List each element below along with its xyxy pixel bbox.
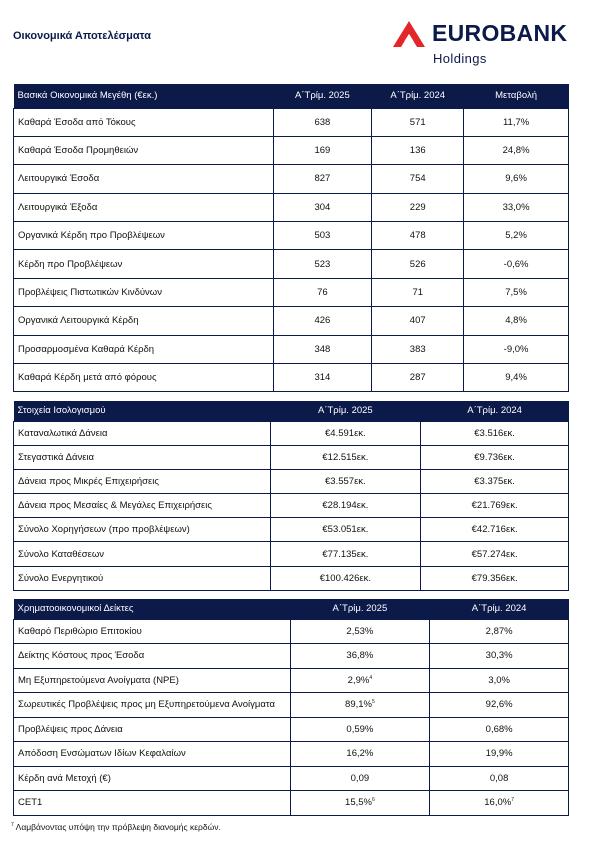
row-value [290,644,430,669]
row-value: 478 [372,222,464,250]
value-text: 2,9% [347,674,370,686]
row-label: Σωρευτικές Προβλέψεις προς μη Εξυπηρετούμενα Ανοίγματα [14,693,291,718]
value-text: 0,68% [485,723,513,735]
row-label: Στεγαστικά Δάνεια [14,445,271,469]
footnote-ref: 5 [371,699,375,706]
row-label: Σύνολο Χορηγήσεων (προ προβλέψεων) [14,518,271,542]
table-row [14,469,569,493]
row-value: €28.194εκ. [270,494,421,518]
row-value: €3.557εκ. [270,469,421,493]
table-row [14,644,569,669]
row-value [430,717,569,742]
row-label: Σύνολο Καταθέσεων [14,542,271,566]
row-value [430,766,569,791]
footnote-text: Λαμβάνοντας υπόψη την πρόβλεψη διανομής κερδών. [13,822,221,832]
eurobank-logo [392,20,574,70]
table-header-row [14,599,569,619]
row-value: €79.356εκ. [421,566,569,590]
value-text: 15,5% [345,797,372,809]
value-text: 16,0% [484,797,512,809]
table-header-cell: Α΄Τρίμ. 2025 [270,401,421,421]
row-value: 383 [372,335,464,363]
value-text: 0,09 [350,772,370,784]
row-value: 9,4% [464,364,569,392]
table-row [14,136,569,164]
row-value [430,668,569,693]
row-value: 407 [372,307,464,335]
row-value: 169 [273,136,372,164]
table-row [14,717,569,742]
row-value: 33,0% [464,193,569,221]
row-value: 754 [372,165,464,193]
row-label: Κέρδη προ Προβλέψεων [14,250,274,278]
table-row [14,518,569,542]
row-value: €100.426εκ. [270,566,421,590]
table-header-cell: Στοιχεία Ισολογισμού [14,401,271,421]
row-value: €53.051εκ. [270,518,421,542]
row-value [430,693,569,718]
row-value: €57.274εκ. [421,542,569,566]
value-text: 16,2% [346,748,374,760]
table-row [14,222,569,250]
row-value: 503 [273,222,372,250]
row-value: 304 [273,193,372,221]
row-value [430,619,569,644]
table-row [14,108,569,136]
table-row [14,791,569,816]
footnote-ref: 7 [511,797,514,804]
row-value: 4,8% [464,307,569,335]
table-row [14,494,569,518]
footnote-ref: 4 [369,674,373,681]
row-label: Καθαρά Κέρδη μετά από φόρους [14,364,274,392]
balance-sheet-table [13,401,569,591]
row-label: Καθαρό Περιθώριο Επιτοκίου [14,619,291,644]
table-row [14,693,569,718]
table-row [14,364,569,392]
table-row [14,619,569,644]
row-label: Λειτουργικά Έξοδα [14,193,274,221]
value-text: 0,08 [489,772,509,784]
row-label: Καθαρά Έσοδα από Τόκους [14,108,274,136]
row-value [290,791,430,816]
row-label: CET1 [14,791,291,816]
row-value: €4.591εκ. [270,421,421,445]
row-label: Κέρδη ανά Μετοχή (€) [14,766,291,791]
row-value [290,693,430,718]
row-value: 9,6% [464,165,569,193]
row-value: -9,0% [464,335,569,363]
table-row [14,542,569,566]
table-header-row [14,84,569,108]
row-label: Οργανικά Λειτουργικά Κέρδη [14,307,274,335]
row-label: Προβλέψεις προς Δάνεια [14,717,291,742]
row-value: 638 [273,108,372,136]
financial-ratios-table [13,599,569,816]
table-header-cell: Α΄Τρίμ. 2024 [430,599,569,619]
row-label: Καταναλωτικά Δάνεια [14,421,271,445]
row-value [290,742,430,767]
row-label: Προσαρμοσμένα Καθαρά Κέρδη [14,335,274,363]
table-row [14,335,569,363]
value-text: 92,6% [485,699,513,711]
value-text: 2,87% [485,625,513,637]
row-value: 71 [372,278,464,306]
value-text: 89,1% [345,699,372,711]
table-header-row [14,401,569,421]
table-row [14,766,569,791]
row-value: €42.716εκ. [421,518,569,542]
row-value: 526 [372,250,464,278]
row-label: Μη Εξυπηρετούμενα Ανοίγματα (NPE) [14,668,291,693]
row-value: 426 [273,307,372,335]
row-value: 314 [273,364,372,392]
row-label: Απόδοση Ενσώματων Ιδίων Κεφαλαίων [14,742,291,767]
row-value: 11,7% [464,108,569,136]
table-row [14,307,569,335]
value-text: 19,9% [485,748,513,760]
row-value: 24,8% [464,136,569,164]
row-value: €3.516εκ. [421,421,569,445]
logo-sub: Holdings [433,51,487,66]
row-value [290,619,430,644]
row-label: Δείκτης Κόστους προς Έσοδα [14,644,291,669]
row-value: 348 [273,335,372,363]
row-value: €9.736εκ. [421,445,569,469]
table-header-cell: Α΄Τρίμ. 2024 [372,84,464,108]
table-header-cell: Χρηματοοικονομικοί Δείκτες [14,599,291,619]
row-value [290,668,430,693]
row-value: 523 [273,250,372,278]
table-header-cell: Μεταβολή [464,84,569,108]
row-label: Σύνολο Ενεργητικού [14,566,271,590]
row-label: Οργανικά Κέρδη προ Προβλέψεων [14,222,274,250]
row-label: Λειτουργικά Έσοδα [14,165,274,193]
row-value: €77.135εκ. [270,542,421,566]
row-value [430,644,569,669]
value-text: 36,8% [346,650,374,662]
table-header-cell: Α΄Τρίμ. 2024 [421,401,569,421]
row-label: Δάνεια προς Μεσαίες & Μεγάλες Επιχειρήσεις [14,494,271,518]
row-label: Δάνεια προς Μικρές Επιχειρήσεις [14,469,271,493]
row-value: 229 [372,193,464,221]
table-row [14,165,569,193]
row-value: €3.375εκ. [421,469,569,493]
value-text: 2,53% [346,625,374,637]
table-row [14,566,569,590]
row-value: 76 [273,278,372,306]
key-figures-table [13,84,569,392]
value-text: 0,59% [346,723,374,735]
row-value: 571 [372,108,464,136]
eurobank-logo-icon [392,20,426,48]
row-label: Καθαρά Έσοδα Προμηθειών [14,136,274,164]
row-value: -0,6% [464,250,569,278]
row-value: 827 [273,165,372,193]
value-text: 3,0% [488,674,510,686]
value-text: 30,3% [485,650,513,662]
row-value [430,791,569,816]
table-header-cell: Βασικά Οικονομικά Μεγέθη (€εκ.) [14,84,274,108]
table-row [14,278,569,306]
row-value: €21.769εκ. [421,494,569,518]
table-row [14,445,569,469]
row-value: 287 [372,364,464,392]
row-value: €12.515εκ. [270,445,421,469]
row-value: 136 [372,136,464,164]
row-value: 7,5% [464,278,569,306]
footnote-ref: 6 [371,797,375,804]
row-value [290,766,430,791]
row-label: Προβλέψεις Πιστωτικών Κινδύνων [14,278,274,306]
row-value: 5,2% [464,222,569,250]
table-row [14,742,569,767]
row-value [290,717,430,742]
table-header-cell: Α΄Τρίμ. 2025 [273,84,372,108]
footnote-mark: 7 [11,822,14,829]
table-row [14,421,569,445]
row-value [430,742,569,767]
logo-brand: EUROBANK [432,20,568,46]
table-header-cell: Α΄Τρίμ. 2025 [290,599,430,619]
page-title: Οικονομικά Αποτελέσματα [13,30,151,42]
table-row [14,668,569,693]
footnote [11,822,221,832]
table-row [14,193,569,221]
table-row [14,250,569,278]
